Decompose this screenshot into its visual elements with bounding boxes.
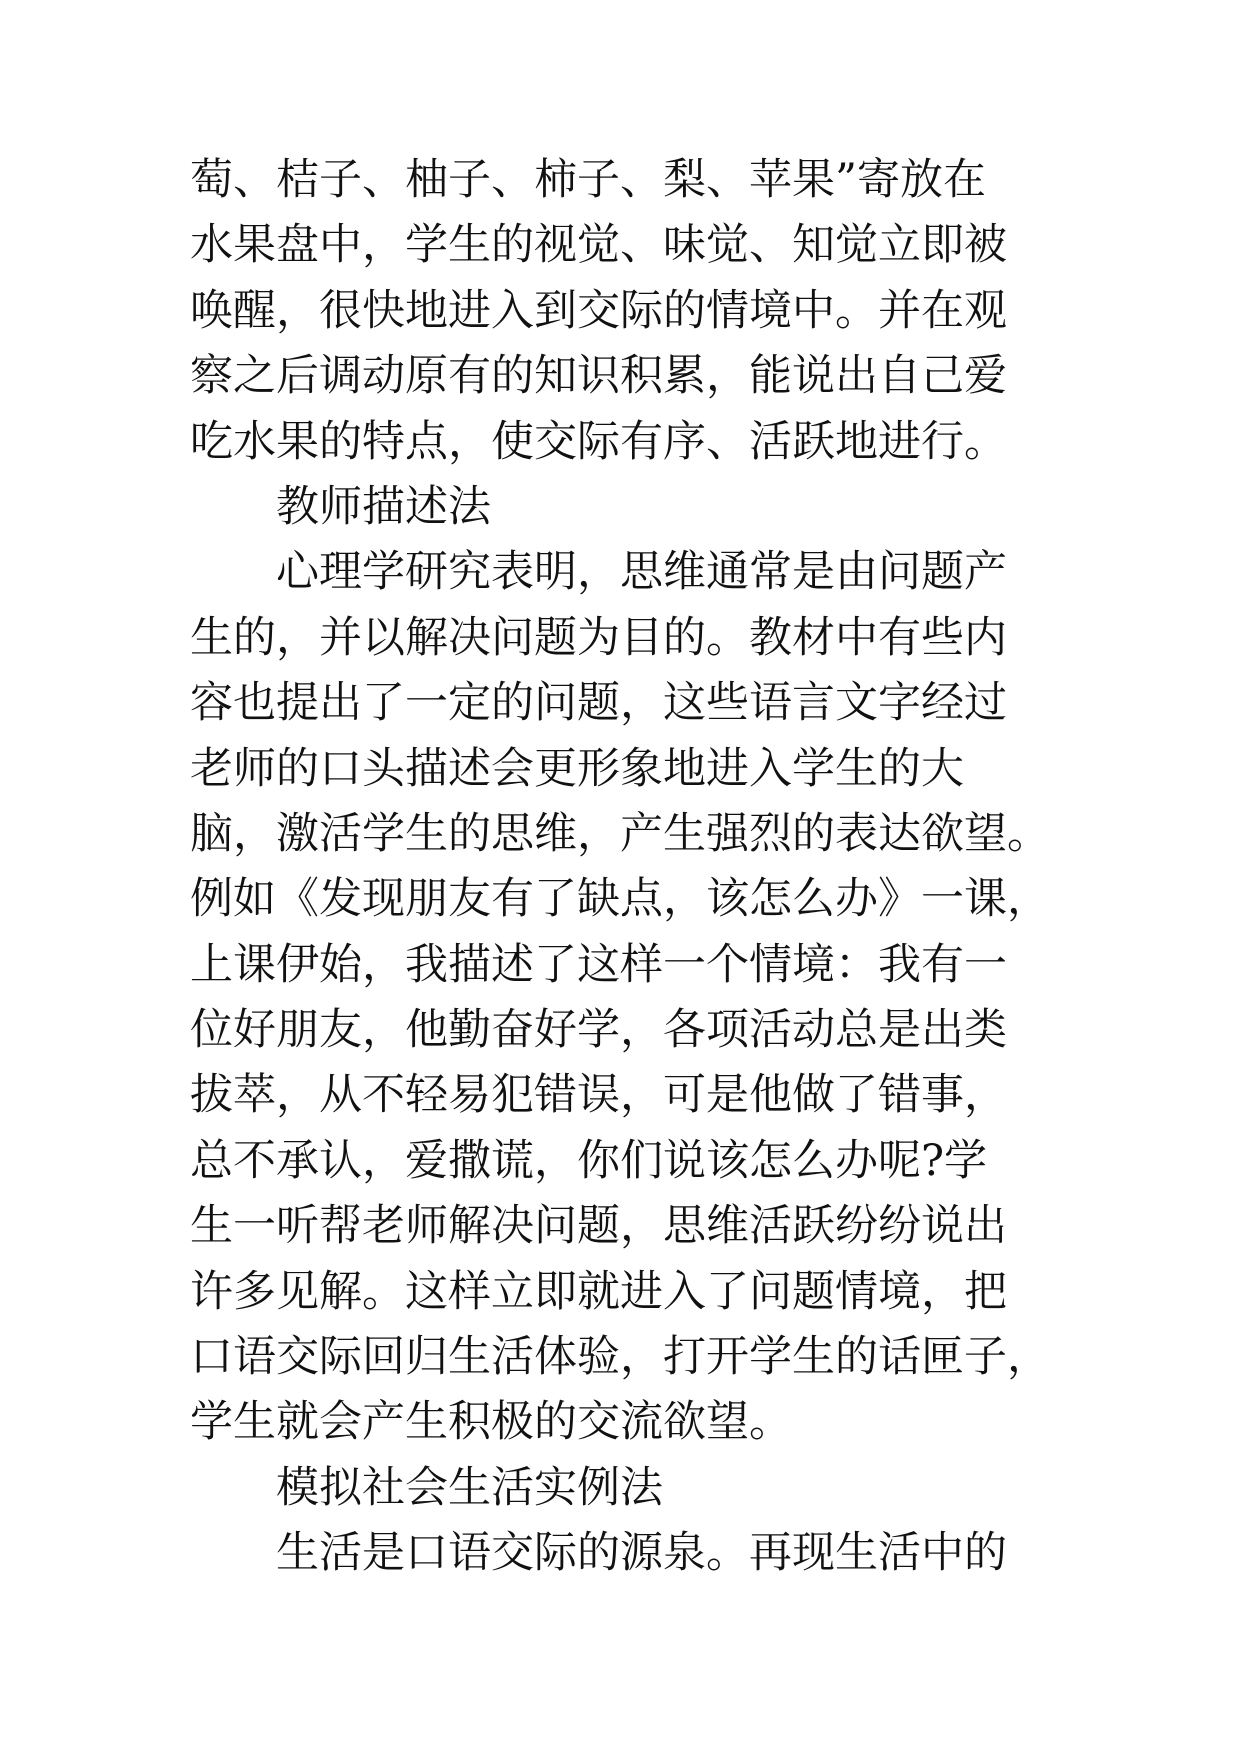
text-line: 学生就会产生积极的交流欲望。 bbox=[190, 1397, 792, 1448]
body-text bbox=[190, 148, 1070, 1587]
text-line: 水果盘中，学生的视觉、味觉、知觉立即被 bbox=[190, 220, 1007, 271]
text-line: 生的，并以解决问题为目的。教材中有些内 bbox=[190, 612, 1007, 663]
text-line: 察之后调动原有的知识积累，能说出自己爱 bbox=[190, 351, 1007, 402]
text-line: 总不承认，爱撒谎，你们说该怎么办呢?学 bbox=[190, 1135, 988, 1186]
text-line: 例如《发现朋友有了缺点，该怎么办》一课， bbox=[190, 874, 1050, 925]
text-line: 老师的口头描述会更形象地进入学生的大 bbox=[190, 743, 964, 794]
text-line: 许多见解。这样立即就进入了问题情境，把 bbox=[190, 1266, 1007, 1317]
text-line: 唤醒，很快地进入到交际的情境中。并在观 bbox=[190, 285, 1007, 336]
text-line: 拔萃，从不轻易犯错误，可是他做了错事， bbox=[190, 1070, 1007, 1121]
section-heading: 模拟社会生活实例法 bbox=[190, 1462, 663, 1513]
text-line: 容也提出了一定的问题，这些语言文字经过 bbox=[190, 678, 1007, 729]
text-line: 位好朋友，他勤奋好学，各项活动总是出类 bbox=[190, 1005, 1007, 1056]
text-line: 萄、桔子、柚子、柿子、梨、苹果”寄放在 bbox=[190, 155, 986, 205]
text-line: 生活是口语交际的源泉。再现生活中的 bbox=[190, 1528, 1007, 1579]
text-line: 上课伊始，我描述了这样一个情境：我有一 bbox=[190, 939, 1007, 990]
text-line: 生一听帮老师解决问题，思维活跃纷纷说出 bbox=[190, 1201, 1007, 1252]
text-line: 吃水果的特点，使交际有序、活跃地进行。 bbox=[190, 416, 1007, 467]
text-line: 脑，激活学生的思维，产生强烈的表达欲望。 bbox=[190, 808, 1050, 859]
text-line: 心理学研究表明，思维通常是由问题产 bbox=[190, 547, 1007, 598]
section-heading: 教师描述法 bbox=[190, 481, 491, 532]
text-line: 口语交际回归生活体验，打开学生的话匣子， bbox=[190, 1332, 1050, 1383]
